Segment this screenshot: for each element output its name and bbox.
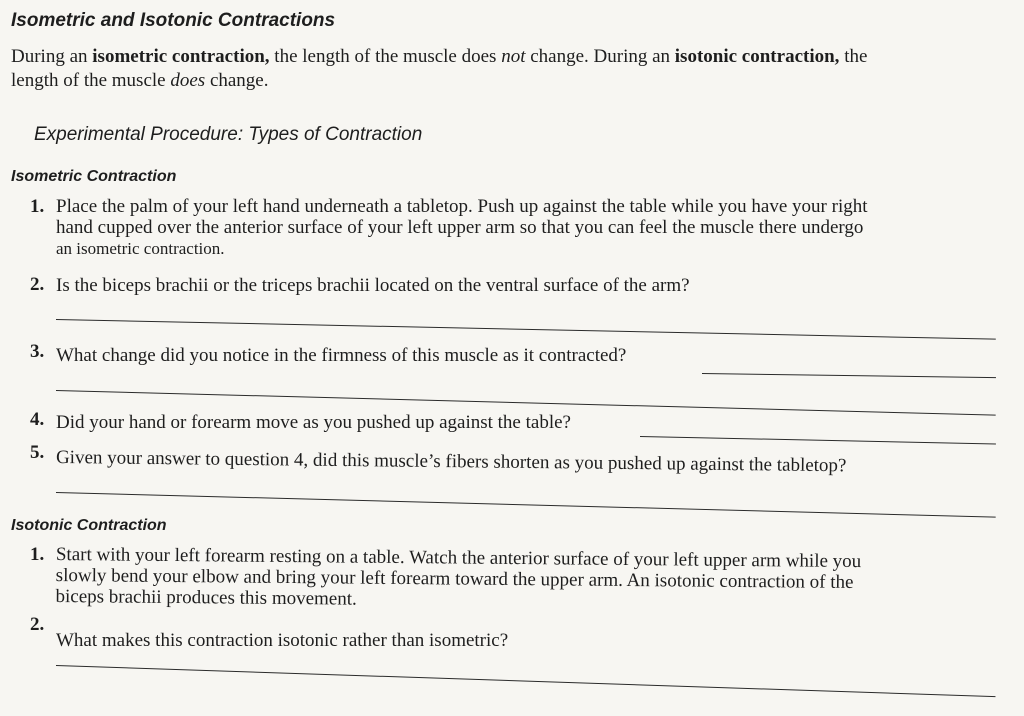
isometric-question-4: Did your hand or forearm move as you pushed up against the table? [56,412,571,433]
isometric-question-5: Given your answer to question 4, did this muscle’s fibers shorten as you pushed up against the tabletop? [55,447,847,477]
step-line: biceps brachii produces this movement. [55,585,357,610]
step-line: Place the palm of your left hand underneath a tabletop. Push up against the table while you have your right [56,196,868,217]
item-number: 3. [30,341,45,362]
item-number: 5. [30,442,45,463]
term-isometric: isometric contraction, [92,46,270,67]
isometric-question-2: Is the biceps brachii or the triceps brachii located on the ventral surface of the arm? [56,275,690,296]
intro-text: length of the muscle [11,70,171,91]
isometric-question-3: What change did you notice in the firmness of this muscle as it contracted? [56,345,627,366]
term-isotonic: isotonic contraction, [674,46,840,67]
isometric-step-1 [56,196,1016,259]
item-number: 1. [30,196,45,217]
item-number: 2. [30,274,45,295]
intro-text: the [839,46,868,67]
answer-line-q5[interactable] [56,492,996,518]
item-number: 1. [30,544,45,565]
intro-text: During an [11,46,93,67]
item-number: 2. [30,614,45,635]
intro-text: change. [205,70,269,91]
emphasis-not: not [501,46,526,67]
emphasis-does: does [170,70,206,91]
answer-line-isotonic-q2[interactable] [56,665,996,697]
step-line: Start with your left forearm resting on a table. Watch the anterior surface of your left upper arm while you [55,544,862,573]
isometric-heading: Isometric Contraction [11,168,177,185]
intro-text: change. During an [525,46,675,67]
intro-text: the length of the muscle does [269,46,502,67]
intro-paragraph [11,45,1011,93]
answer-line-q4[interactable] [640,436,996,444]
isotonic-heading: Isotonic Contraction [11,517,167,534]
isotonic-question-2: What makes this contraction isotonic rather than isometric? [56,630,509,651]
procedure-heading: Experimental Procedure: Types of Contraction [34,124,423,145]
step-line: an isometric contraction. [56,239,225,258]
answer-line-q2[interactable] [56,319,996,340]
item-number: 4. [30,409,45,430]
page-title: Isometric and Isotonic Contractions [11,10,336,31]
answer-line-q3a[interactable] [702,373,996,378]
isotonic-step-1 [55,544,1016,615]
step-line: hand cupped over the anterior surface of your left upper arm so that you can feel the muscle there undergo [56,217,864,238]
step-line: slowly bend your elbow and bring your left forearm toward the upper arm. An isotonic contraction of the [55,564,854,593]
